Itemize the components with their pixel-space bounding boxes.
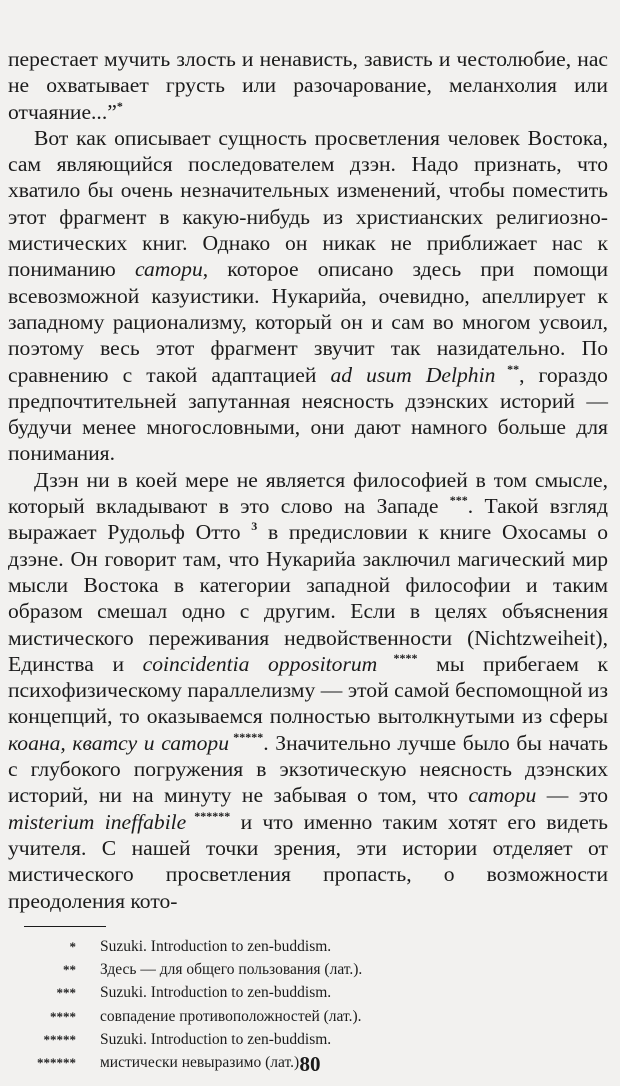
paragraph: [8, 46, 608, 125]
footnote-reference: *: [116, 98, 123, 113]
footnote-text: совпадение противоположностей (лат.).: [100, 1007, 362, 1025]
footnote: [8, 1028, 608, 1051]
footnote: [8, 958, 608, 981]
footnote-text: мистически невыразимо (лат.).: [100, 1054, 303, 1072]
footnote-reference: **: [495, 361, 520, 376]
footnote: [8, 1005, 608, 1028]
footnote-text: Suzuki. Introduction to zen-buddism.: [100, 1030, 332, 1048]
footnote-mark: **: [63, 962, 76, 978]
footnote-mark: *: [69, 938, 76, 954]
footnote-text: Suzuki. Introduction to zen-buddism.: [100, 937, 332, 955]
text-run: Дзэн ни в коей мере не является философией в том смысле, который вкладывают в это слово на Западе: [8, 467, 608, 519]
footnote-mark: ******: [37, 1055, 76, 1071]
italic-term: сатори: [468, 783, 537, 808]
footnote-mark: ***: [56, 985, 76, 1001]
text-run: , гораздо предпочтительней запутанная неясность дзэнских историй — будучи менее многословными, они дают намного больше для понимания.: [8, 362, 608, 466]
text-run: перестает мучить злость и ненависть, зависть и честолюбие, нас не охватывает грусть или разочарование, меланхолия или отчаяние...”: [8, 47, 608, 124]
body-text: [8, 46, 608, 914]
footnote-reference: ****: [377, 650, 418, 665]
text-run: . Такой взгляд выражает Рудольф Отто: [8, 494, 608, 545]
paragraph: [8, 467, 608, 914]
footnote-mark: *****: [43, 1031, 76, 1047]
paragraph: [8, 125, 608, 467]
footnote-text: Здесь — для общего пользования (лат.).: [100, 961, 363, 979]
italic-term: коана, кватсу и сатори: [8, 730, 230, 755]
text-run: Вот как описывает сущность просветления человек Востока, сам являющийся последователем дзэн. Надо признать, что хватило бы очень незначительных изменений, чтобы поместить этот фрагмент в какую-нибудь из христианских религиозно-мистических книг. Однако он никак не приближает нас к пониманию: [8, 125, 608, 282]
text-run: мы прибегаем к психофизическому параллелизму — этой самой беспомощной из концепций, то оказываемся полностью вытолкнутыми из сферы: [8, 651, 608, 729]
footnote: [8, 935, 608, 958]
footnote-mark: ****: [50, 1008, 76, 1024]
footnote-reference: 3: [251, 519, 258, 534]
text-run: — это: [536, 783, 608, 808]
italic-term: сатори: [134, 257, 203, 282]
footnote-rule: [24, 926, 106, 927]
italic-term: misterium ineffabile: [8, 809, 187, 834]
footnote-text: Suzuki. Introduction to zen-buddism.: [100, 984, 332, 1002]
text-run: в предисловии к книге Охосамы о дзэне. Он говорит там, что Нукарийа заключил магический мир мысли Востока в категории западной философии и таким образом смешал одно с другим. Если в целях объяснения мистического переживания недвойственности (Nichtzweiheit), Единства и: [8, 520, 608, 676]
text-run: . Значительно лучше было бы начать с глубокого погружения в экзотическую неясность дзэнских историй, ни на минуту не забывая о том, что: [8, 730, 608, 808]
italic-term: ad usum Delphin: [330, 362, 496, 387]
footnote-reference: ******: [186, 808, 231, 823]
footnote-reference: *****: [229, 729, 264, 744]
page-number: 80: [299, 1052, 321, 1076]
text-run: и что именно таким хотят его видеть учителя. С нашей точки зрения, эти истории отделяет от мистического просветления пропасть, о возможности преодоления кото-: [8, 809, 609, 913]
footnote: [8, 981, 608, 1004]
footnote-reference: ***: [449, 493, 468, 508]
italic-term: coincidentia oppositorum: [142, 651, 378, 676]
text-run: , которое описано здесь при помощи всевозможной казуистики. Нукарийа, очевидно, апеллирует к западному рационализму, который он и сам во многом усвоил, поэтому весь этот фрагмент звучит так назидательно. По сравнению с такой адаптацией: [8, 257, 608, 387]
